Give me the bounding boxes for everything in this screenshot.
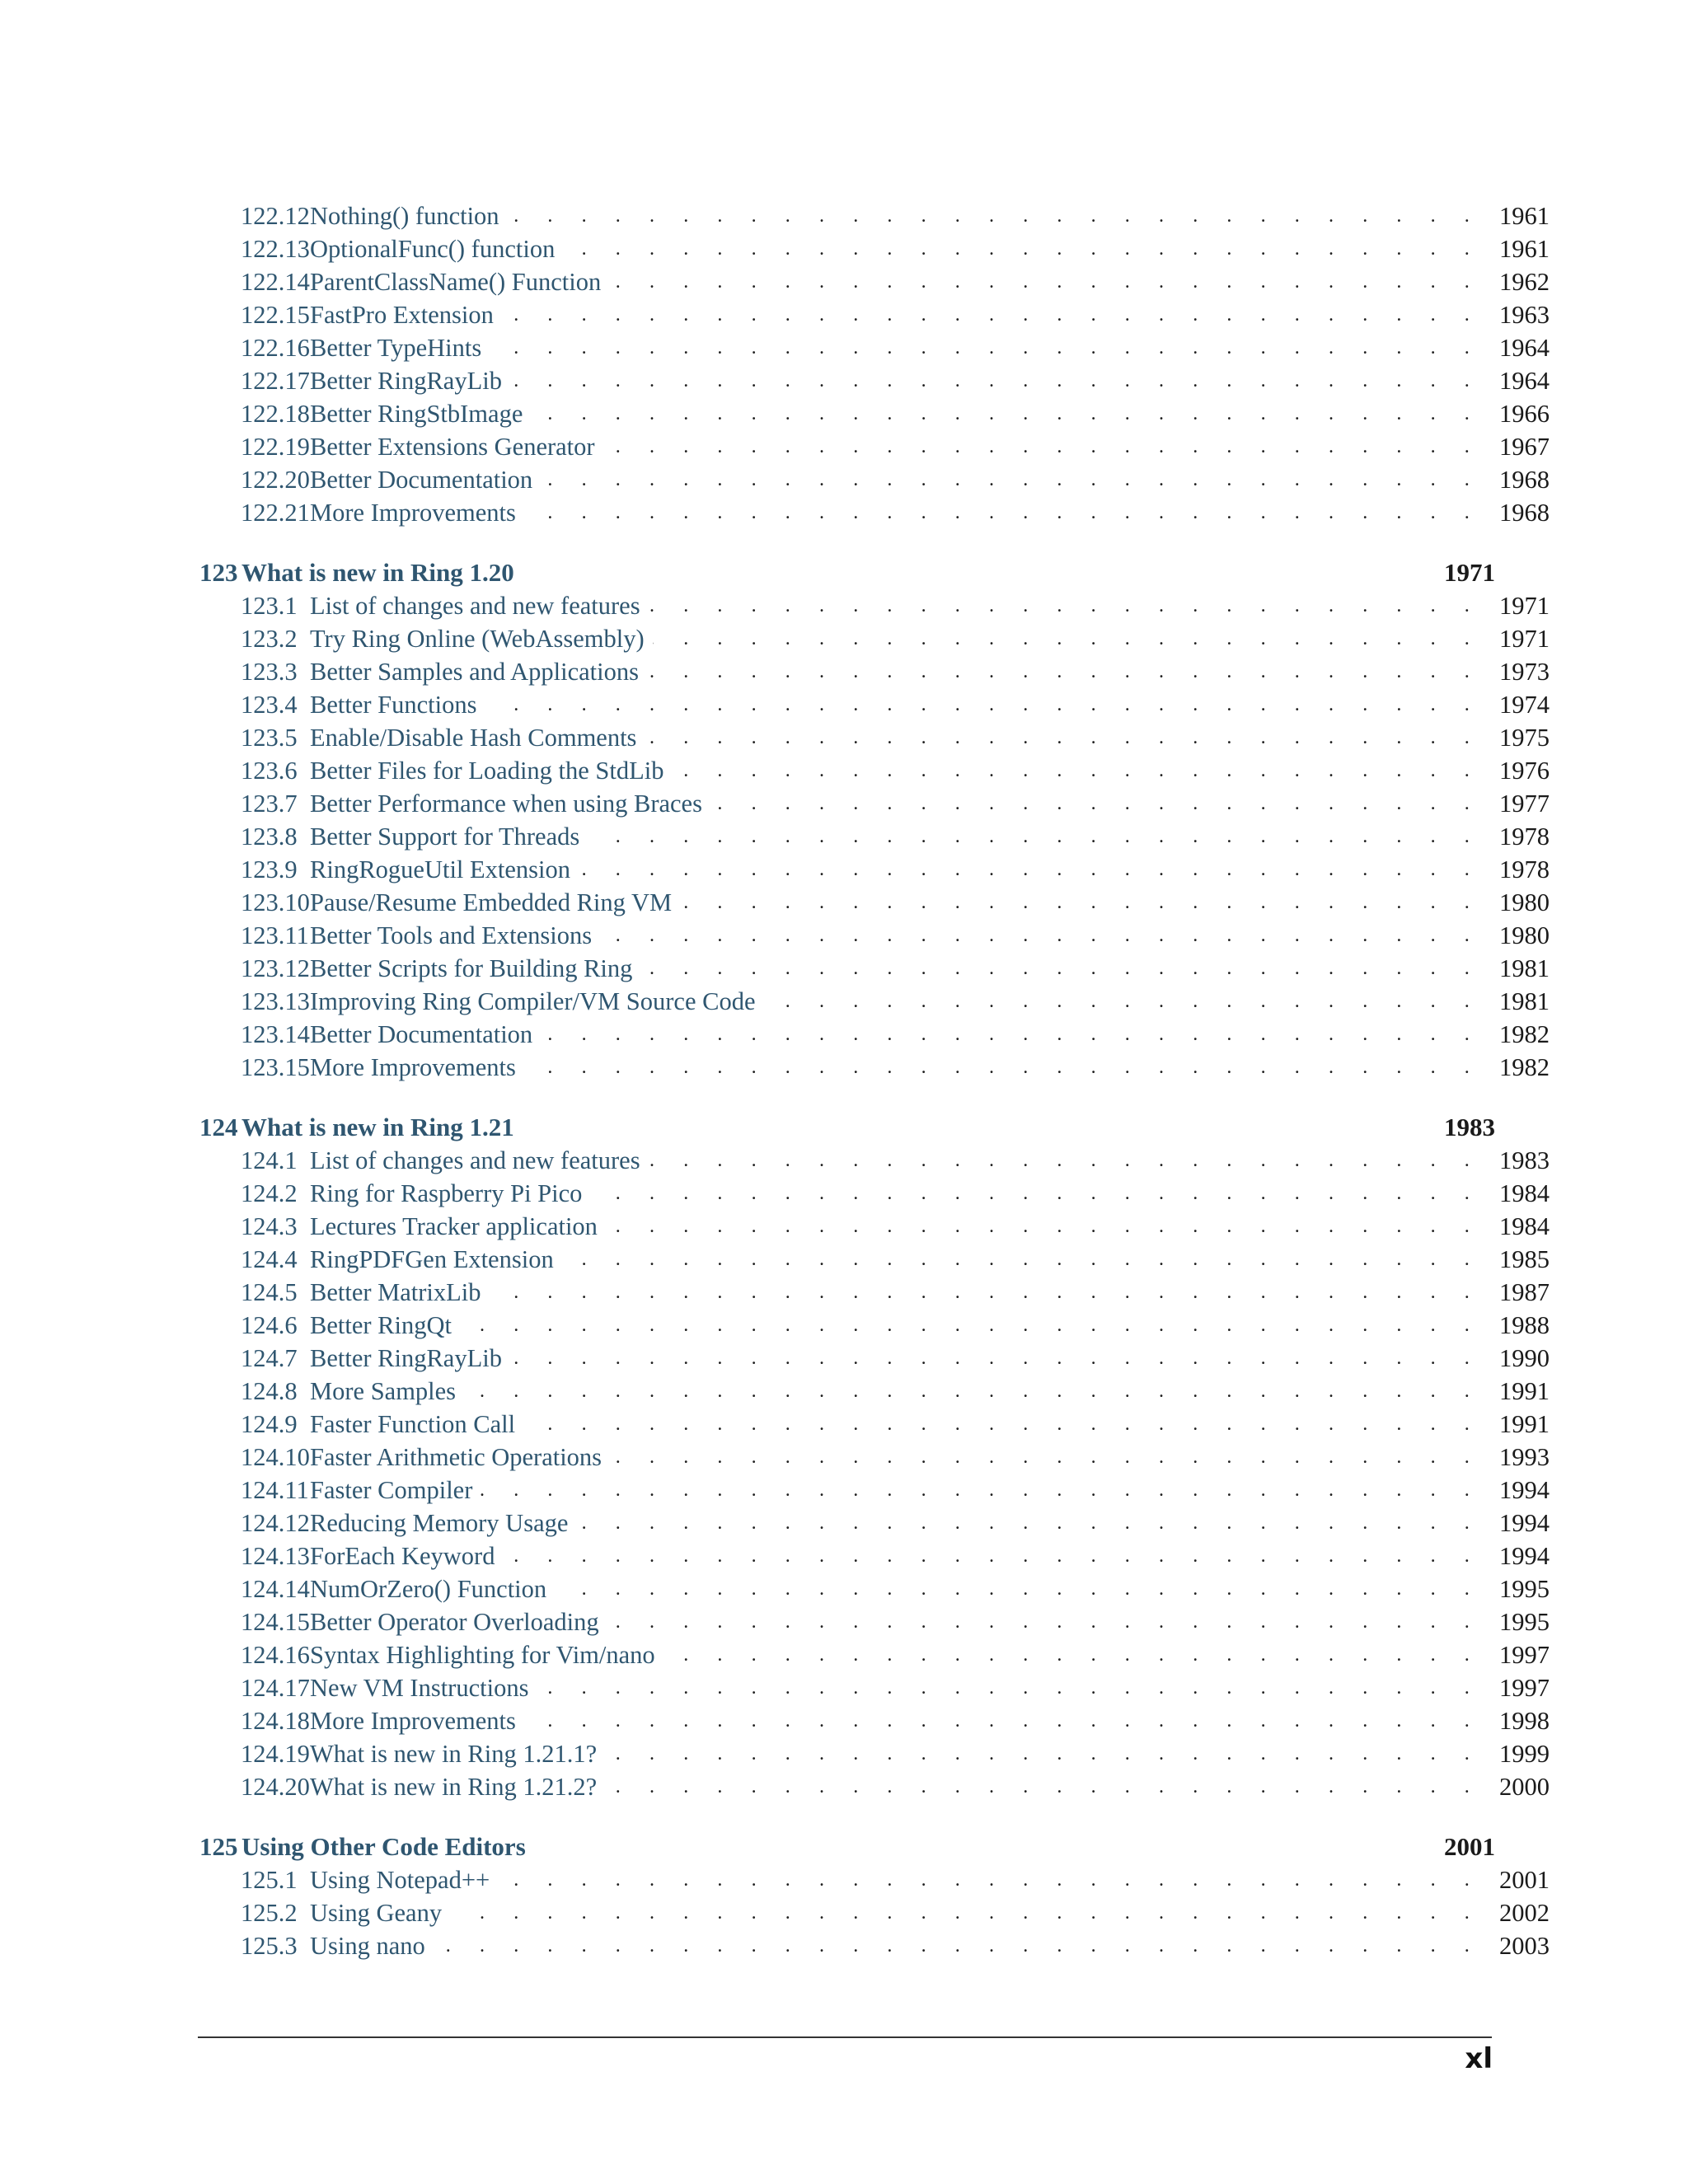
section-title[interactable]: Better Samples and Applications — [310, 655, 647, 688]
section-title[interactable]: Better RingRayLib — [310, 364, 510, 397]
section-number[interactable]: 124.4 — [241, 1245, 298, 1273]
toc-entry[interactable] — [241, 298, 1550, 331]
toc-entry[interactable] — [241, 199, 1550, 232]
section-page: 1987 — [1492, 1276, 1550, 1309]
section-number[interactable]: 122.14 — [241, 268, 310, 296]
section-page: 1994 — [1492, 1507, 1550, 1540]
section-title[interactable]: Try Ring Online (WebAssembly) — [310, 622, 653, 655]
toc-entry[interactable] — [241, 820, 1550, 853]
section-number[interactable]: 122.20 — [241, 466, 310, 494]
section-number[interactable]: 124.15 — [241, 1608, 310, 1636]
section-title[interactable]: Better Performance when using Braces — [310, 787, 710, 820]
section-number[interactable]: 123.8 — [241, 823, 298, 851]
section-page: 1997 — [1492, 1671, 1550, 1704]
toc-chapter[interactable] — [199, 556, 1502, 589]
toc-entry[interactable] — [241, 1540, 1550, 1572]
chapter-title[interactable]: What is new in Ring 1.21 — [241, 1113, 514, 1141]
toc-entry[interactable] — [241, 919, 1550, 952]
toc-entry[interactable] — [241, 853, 1550, 886]
section-number[interactable]: 124.8 — [241, 1377, 298, 1405]
dot-leader — [310, 1474, 1477, 1507]
section-title[interactable]: Faster Function Call — [310, 1408, 523, 1441]
toc-entry[interactable] — [241, 1638, 1550, 1671]
section-title[interactable]: Better RingRayLib — [310, 1342, 510, 1375]
section-title[interactable]: Lectures Tracker application — [310, 1210, 606, 1243]
section-title[interactable]: Enable/Disable Hash Comments — [310, 721, 645, 754]
section-title[interactable]: ForEach Keyword — [310, 1540, 503, 1572]
section-page: 1993 — [1492, 1441, 1550, 1474]
section-page: 1976 — [1492, 754, 1550, 787]
section-title[interactable]: List of changes and new features — [310, 589, 649, 622]
section-number[interactable]: 123.4 — [241, 691, 298, 719]
toc-entry[interactable] — [241, 1243, 1550, 1276]
section-title[interactable]: Using nano — [310, 1929, 434, 1962]
section-number[interactable]: 123.15 — [241, 1053, 310, 1081]
toc-entry[interactable] — [241, 1605, 1550, 1638]
chapter-title[interactable]: What is new in Ring 1.20 — [241, 558, 514, 587]
section-title[interactable]: What is new in Ring 1.21.1? — [310, 1737, 605, 1770]
section-page: 1962 — [1492, 265, 1550, 298]
section-title[interactable]: Faster Compiler — [310, 1474, 481, 1507]
section-number[interactable]: 125.2 — [241, 1899, 298, 1927]
section-number[interactable]: 123.3 — [241, 658, 298, 686]
section-page: 1981 — [1492, 985, 1550, 1018]
section-number[interactable]: 124.3 — [241, 1212, 298, 1240]
section-number[interactable]: 123.1 — [241, 592, 298, 620]
section-page: 1984 — [1492, 1177, 1550, 1210]
section-page: 1981 — [1492, 952, 1550, 985]
toc-entry[interactable] — [241, 1051, 1550, 1084]
section-title[interactable]: Better Extensions Generator — [310, 430, 603, 463]
chapter-number[interactable]: 125 — [199, 1832, 238, 1861]
toc-entry[interactable] — [241, 1210, 1550, 1243]
toc-entry[interactable] — [241, 265, 1550, 298]
section-number[interactable]: 124.6 — [241, 1311, 298, 1339]
section-number[interactable]: 124.19 — [241, 1740, 310, 1768]
section-number[interactable]: 123.11 — [241, 921, 309, 949]
section-page: 1983 — [1492, 1144, 1550, 1177]
toc-entry[interactable] — [241, 1671, 1550, 1704]
section-title[interactable]: Ring for Raspberry Pi Pico — [310, 1177, 590, 1210]
toc-chapter[interactable] — [199, 1111, 1502, 1144]
section-page: 1980 — [1492, 886, 1550, 919]
toc-entry[interactable] — [241, 1507, 1550, 1540]
section-number[interactable]: 123.6 — [241, 757, 298, 785]
section-page: 1984 — [1492, 1210, 1550, 1243]
section-number[interactable]: 124.18 — [241, 1707, 310, 1735]
section-page: 1978 — [1492, 820, 1550, 853]
toc-entry[interactable] — [241, 688, 1550, 721]
section-page: 2002 — [1492, 1896, 1550, 1929]
section-number[interactable]: 122.21 — [241, 499, 310, 527]
section-title[interactable]: Better Files for Loading the StdLib — [310, 754, 672, 787]
toc-entry[interactable] — [241, 463, 1550, 496]
section-title[interactable]: Pause/Resume Embedded Ring VM — [310, 886, 680, 919]
section-page: 1990 — [1492, 1342, 1550, 1375]
chapter-number[interactable]: 124 — [199, 1113, 238, 1141]
section-title[interactable]: ParentClassName() Function — [310, 265, 609, 298]
section-number[interactable]: 124.11 — [241, 1476, 309, 1504]
section-title[interactable]: Better Support for Threads — [310, 820, 588, 853]
dot-leader — [310, 1375, 1477, 1408]
section-number[interactable]: 123.5 — [241, 724, 298, 752]
toc-entry[interactable] — [241, 397, 1550, 430]
toc-entry[interactable] — [241, 1342, 1550, 1375]
chapter-title[interactable]: Using Other Code Editors — [241, 1832, 526, 1861]
section-title[interactable]: More Improvements — [310, 1704, 524, 1737]
section-title[interactable]: RingRogueUtil Extension — [310, 853, 579, 886]
toc-entry[interactable] — [241, 1441, 1550, 1474]
section-number[interactable]: 123.12 — [241, 954, 310, 982]
section-page: 1964 — [1492, 331, 1550, 364]
section-page: 1975 — [1492, 721, 1550, 754]
toc-entry[interactable] — [241, 655, 1550, 688]
section-title[interactable]: New VM Instructions — [310, 1671, 537, 1704]
section-page: 1994 — [1492, 1474, 1550, 1507]
section-page: 1991 — [1492, 1408, 1550, 1441]
toc-entry[interactable] — [241, 1863, 1550, 1896]
section-number[interactable]: 124.5 — [241, 1278, 298, 1306]
section-title[interactable]: Better Scripts for Building Ring — [310, 952, 640, 985]
section-number[interactable]: 124.9 — [241, 1410, 298, 1438]
section-number[interactable]: 123.7 — [241, 790, 298, 818]
section-page: 1978 — [1492, 853, 1550, 886]
section-page: 1964 — [1492, 364, 1550, 397]
section-title[interactable]: Syntax Highlighting for Vim/nano — [310, 1638, 663, 1671]
toc-entry[interactable] — [241, 1144, 1550, 1177]
toc-entry[interactable] — [241, 364, 1550, 397]
section-number[interactable]: 122.15 — [241, 301, 310, 329]
section-title[interactable]: What is new in Ring 1.21.2? — [310, 1770, 605, 1803]
toc-entry[interactable] — [241, 787, 1550, 820]
section-title[interactable]: Using Geany — [310, 1896, 450, 1929]
section-number[interactable]: 122.17 — [241, 367, 310, 395]
section-number[interactable]: 125.1 — [241, 1866, 298, 1894]
chapter-page: 2001 — [1444, 1832, 1495, 1861]
footer-rule — [198, 2036, 1492, 2038]
section-number[interactable]: 123.2 — [241, 625, 298, 653]
section-page: 2000 — [1492, 1770, 1550, 1803]
section-page: 1971 — [1492, 622, 1550, 655]
toc-entry[interactable] — [241, 1309, 1550, 1342]
section-title[interactable]: Better Tools and Extensions — [310, 919, 600, 952]
toc-chapter[interactable] — [199, 1830, 1502, 1863]
section-title[interactable]: OptionalFunc() function — [310, 232, 563, 265]
section-page: 1995 — [1492, 1605, 1550, 1638]
section-number[interactable]: 124.1 — [241, 1146, 298, 1174]
toc-entry[interactable] — [241, 952, 1550, 985]
section-number[interactable]: 124.2 — [241, 1179, 298, 1207]
section-page: 1980 — [1492, 919, 1550, 952]
toc-entry[interactable] — [241, 985, 1550, 1018]
section-page: 1967 — [1492, 430, 1550, 463]
toc-entry[interactable] — [241, 589, 1550, 622]
section-page: 1973 — [1492, 655, 1550, 688]
section-page: 1985 — [1492, 1243, 1550, 1276]
toc-entry[interactable] — [241, 721, 1550, 754]
section-number[interactable]: 122.13 — [241, 235, 310, 263]
toc-entry[interactable] — [241, 1276, 1550, 1309]
section-page: 2003 — [1492, 1929, 1550, 1962]
toc-entry[interactable] — [241, 1770, 1550, 1803]
toc-entry[interactable] — [241, 430, 1550, 463]
section-number[interactable]: 123.14 — [241, 1020, 310, 1048]
toc-entry[interactable] — [241, 331, 1550, 364]
section-page: 1961 — [1492, 199, 1550, 232]
section-page: 1997 — [1492, 1638, 1550, 1671]
toc-entry[interactable] — [241, 1737, 1550, 1770]
toc-entry[interactable] — [241, 1408, 1550, 1441]
section-page: 1998 — [1492, 1704, 1550, 1737]
toc-entry[interactable] — [241, 622, 1550, 655]
section-page: 1966 — [1492, 397, 1550, 430]
section-title[interactable]: List of changes and new features — [310, 1144, 649, 1177]
section-number[interactable]: 122.12 — [241, 202, 310, 230]
section-page: 1982 — [1492, 1018, 1550, 1051]
section-title[interactable]: Better Operator Overloading — [310, 1605, 607, 1638]
section-number[interactable]: 122.18 — [241, 400, 310, 428]
section-page: 1974 — [1492, 688, 1550, 721]
section-number[interactable]: 124.20 — [241, 1773, 310, 1801]
toc-entry[interactable] — [241, 886, 1550, 919]
section-number[interactable]: 124.16 — [241, 1641, 310, 1669]
section-page: 1991 — [1492, 1375, 1550, 1408]
toc-entry[interactable] — [241, 1177, 1550, 1210]
toc-entry[interactable] — [241, 754, 1550, 787]
section-page: 1968 — [1492, 496, 1550, 529]
section-page: 1977 — [1492, 787, 1550, 820]
section-number[interactable]: 124.13 — [241, 1542, 310, 1570]
toc-entry[interactable] — [241, 232, 1550, 265]
section-page: 1995 — [1492, 1572, 1550, 1605]
dot-leader — [310, 1929, 1477, 1962]
section-page: 1968 — [1492, 463, 1550, 496]
section-title[interactable]: More Improvements — [310, 1051, 524, 1084]
section-title[interactable]: Better TypeHints — [310, 331, 490, 364]
section-title[interactable]: NumOrZero() Function — [310, 1572, 555, 1605]
section-page: 1994 — [1492, 1540, 1550, 1572]
section-number[interactable]: 123.13 — [241, 987, 310, 1015]
section-page: 1963 — [1492, 298, 1550, 331]
table-of-contents — [199, 199, 1550, 1962]
section-page: 2001 — [1492, 1863, 1550, 1896]
section-title[interactable]: Better RingStbImage — [310, 397, 531, 430]
section-number[interactable]: 122.19 — [241, 433, 310, 461]
chapter-page: 1971 — [1444, 558, 1495, 587]
toc-entry[interactable] — [241, 1572, 1550, 1605]
section-number[interactable]: 124.7 — [241, 1344, 298, 1372]
section-number[interactable]: 124.10 — [241, 1443, 310, 1471]
toc-entry[interactable] — [241, 1704, 1550, 1737]
chapter-page: 1983 — [1444, 1113, 1495, 1141]
section-number[interactable]: 122.16 — [241, 334, 310, 362]
section-title[interactable]: Reducing Memory Usage — [310, 1507, 576, 1540]
section-page: 1999 — [1492, 1737, 1550, 1770]
section-number[interactable]: 124.12 — [241, 1509, 310, 1537]
section-number[interactable]: 123.10 — [241, 888, 310, 916]
toc-entry[interactable] — [241, 1375, 1550, 1408]
section-page: 1961 — [1492, 232, 1550, 265]
section-page: 1971 — [1492, 589, 1550, 622]
toc-entry[interactable] — [241, 1018, 1550, 1051]
chapter-number[interactable]: 123 — [199, 558, 238, 587]
section-title[interactable]: Faster Arithmetic Operations — [310, 1441, 610, 1474]
section-title[interactable]: Better MatrixLib — [310, 1276, 490, 1309]
toc-entry[interactable] — [241, 1929, 1550, 1962]
dot-leader — [310, 1309, 1477, 1342]
section-number[interactable]: 124.14 — [241, 1575, 310, 1603]
section-number[interactable]: 125.3 — [241, 1932, 298, 1960]
toc-entry[interactable] — [241, 1474, 1550, 1507]
section-title[interactable]: Improving Ring Compiler/VM Source Code — [310, 985, 763, 1018]
section-title[interactable]: RingPDFGen Extension — [310, 1243, 562, 1276]
section-title[interactable]: Better RingQt — [310, 1309, 460, 1342]
section-number[interactable]: 124.17 — [241, 1674, 310, 1702]
section-title[interactable]: Better Documentation — [310, 1018, 541, 1051]
toc-entry[interactable] — [241, 1896, 1550, 1929]
section-page: 1982 — [1492, 1051, 1550, 1084]
toc-entry[interactable] — [241, 496, 1550, 529]
section-title[interactable]: Using Notepad++ — [310, 1863, 498, 1896]
section-title[interactable]: Nothing() function — [310, 199, 508, 232]
dot-leader — [310, 1896, 1477, 1929]
page-number: xl — [1465, 2042, 1493, 2075]
section-number[interactable]: 123.9 — [241, 855, 298, 883]
section-page: 1988 — [1492, 1309, 1550, 1342]
section-title[interactable]: Better Documentation — [310, 463, 541, 496]
section-title[interactable]: More Improvements — [310, 496, 524, 529]
section-title[interactable]: More Samples — [310, 1375, 464, 1408]
section-title[interactable]: Better Functions — [310, 688, 485, 721]
section-title[interactable]: FastPro Extension — [310, 298, 502, 331]
